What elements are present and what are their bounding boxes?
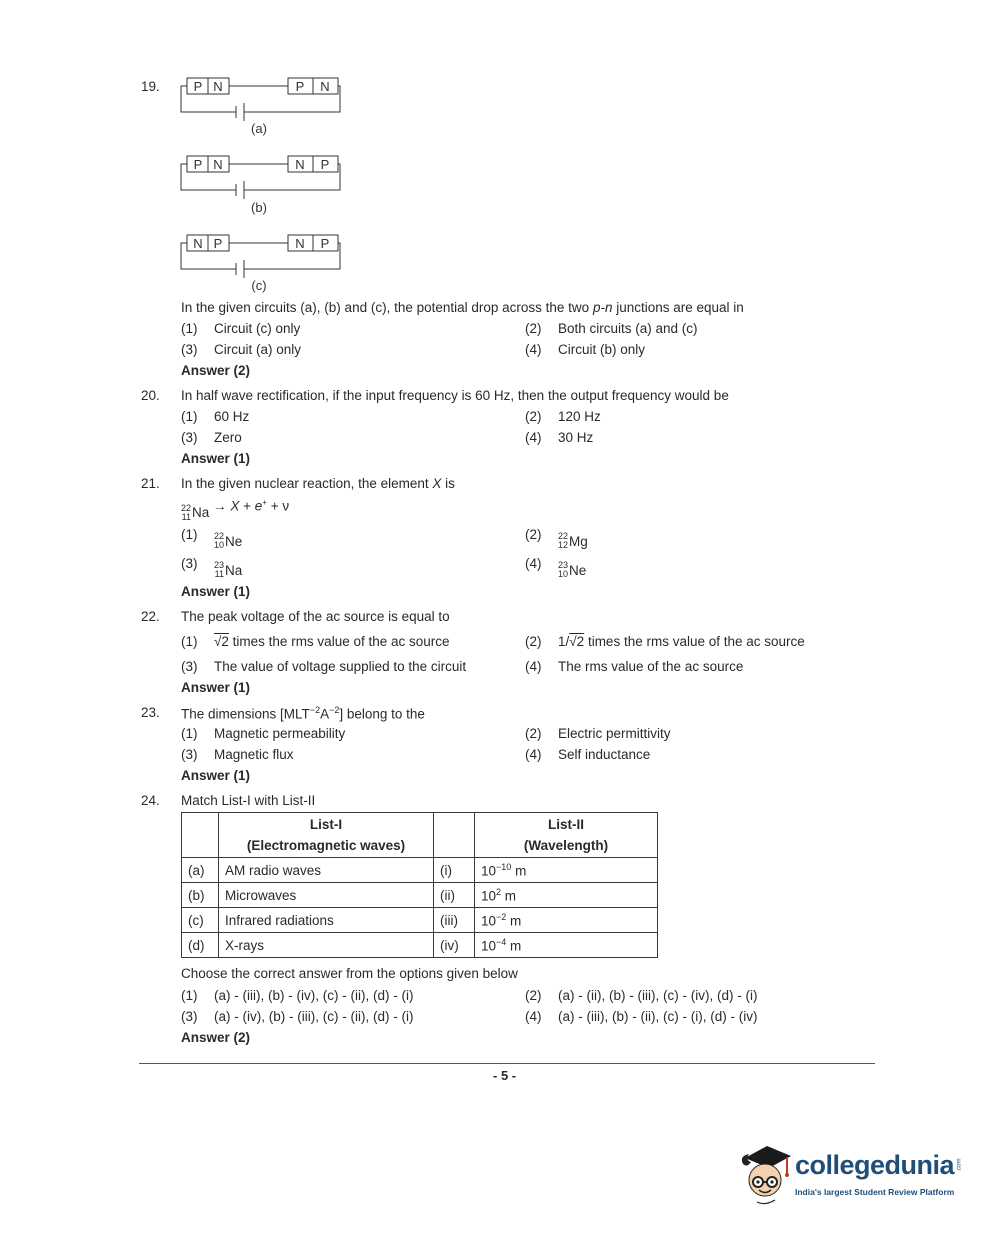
q24-option-3[interactable]: (3) (a) - (iv), (b) - (iii), (c) - (ii), (d) - (i) — [181, 1009, 414, 1024]
page-number: - 5 - — [493, 1068, 517, 1083]
q19-option-4[interactable]: (4) Circuit (b) only — [525, 342, 646, 357]
q21-option-1[interactable]: (1) 22 10 Ne — [181, 527, 243, 550]
q20-text: In half wave rectification, if the input frequency is 60 Hz, then the output frequency would be — [181, 388, 729, 403]
q24-option-4[interactable]: (4) (a) - (iii), (b) - (ii), (c) - (i), (d) - (iv) — [525, 1009, 758, 1024]
q19-text: In the given circuits (a), (b) and (c), the potential drop across the two p-n junctions are equal in — [181, 300, 744, 315]
q24-option-2[interactable]: (2) (a) - (ii), (b) - (iii), (c) - (iv), (d) - (i) — [525, 988, 758, 1003]
circuit-a — [178, 76, 348, 141]
circuit-c-right-1: N — [295, 236, 305, 251]
list1-header: List-I (Electromagnetic waves) — [219, 813, 434, 858]
q19-option-1[interactable]: (1) Circuit (c) only — [181, 321, 301, 336]
q24-option-1[interactable]: (1) (a) - (iii), (b) - (iv), (c) - (ii), (d) - (i) — [181, 988, 414, 1003]
q23-number: 23. — [141, 705, 160, 720]
table-row: (b) Microwaves (ii) $10^2$ m — [182, 883, 658, 908]
q21-reaction: 22 11 Na → X + e+ + ν — [181, 498, 290, 522]
q19-option-3[interactable]: (3) Circuit (a) only — [181, 342, 302, 357]
table-row: (c) Infrared radiations (iii) $10^{-2}$ m — [182, 908, 658, 933]
q23-option-4[interactable]: (4) Self inductance — [525, 747, 651, 762]
q24-choose: Choose the correct answer from the options given below — [181, 966, 518, 981]
circuit-b-left-1: P — [193, 157, 203, 172]
circuit-c — [178, 233, 348, 298]
q22-option-4[interactable]: (4) The rms value of the ac source — [525, 659, 744, 674]
q21-option-4[interactable]: (4) 23 10 Ne — [525, 556, 587, 579]
q20-option-1[interactable]: (1) 60 Hz — [181, 409, 250, 424]
circuit-a-left-2: N — [213, 79, 223, 94]
brand-tagline: India's largest Student Review Platform — [795, 1187, 955, 1197]
q21-option-2[interactable]: (2) 22 12 Mg — [525, 527, 588, 550]
circuit-b-right-1: N — [295, 157, 305, 172]
q21-number: 21. — [141, 476, 160, 491]
circuit-a-right-2: N — [320, 79, 330, 94]
q20-option-4[interactable]: (4) 30 Hz — [525, 430, 594, 445]
brand-name: collegedunia — [795, 1150, 955, 1180]
circuit-b-left-2: N — [213, 157, 223, 172]
circuit-b-label: (b) — [251, 200, 267, 215]
brand-suffix: .com — [956, 1158, 963, 1172]
q22-option-1[interactable]: (1) √2 times the rms value of the ac source — [181, 634, 450, 649]
q19-number: 19. — [141, 79, 160, 94]
q24-answer: Answer (2) — [181, 1030, 251, 1045]
q23-option-3[interactable]: (3) Magnetic flux — [181, 747, 294, 762]
circuit-c-left-2: P — [213, 236, 223, 251]
footer-divider — [139, 1063, 875, 1064]
q20-option-3[interactable]: (3) Zero — [181, 430, 242, 445]
circuit-c-right-2: P — [320, 236, 330, 251]
q19-answer: Answer (2) — [181, 363, 251, 378]
table-row: (d) X-rays (iv) $10^{-4}$ m — [182, 933, 658, 958]
q23-answer: Answer (1) — [181, 768, 251, 783]
q19-option-2[interactable]: (2) Both circuits (a) and (c) — [525, 321, 698, 336]
q22-number: 22. — [141, 609, 160, 624]
q22-option-2[interactable]: (2) 1/√2 times the rms value of the ac source — [525, 634, 805, 649]
q23-text: The dimensions $[MLT^{-2}A^{-2}]$ belong to the — [181, 705, 425, 722]
table-row: (a) AM radio waves (i) $10^{-10}$ m — [182, 858, 658, 883]
circuit-b — [178, 154, 348, 219]
q20-answer: Answer (1) — [181, 451, 251, 466]
q22-option-3[interactable]: (3) The value of voltage supplied to the circuit — [181, 659, 467, 674]
q23-option-1[interactable]: (1) Magnetic permeability — [181, 726, 346, 741]
circuit-a-right-1: P — [295, 79, 305, 94]
q24-number: 24. — [141, 793, 160, 808]
circuit-a-left-1: P — [193, 79, 203, 94]
q22-text: The peak voltage of the ac source is equal to — [181, 609, 450, 624]
collegedunia-mascot-icon — [735, 1138, 795, 1213]
match-table-header — [182, 813, 658, 858]
circuit-c-label: (c) — [251, 278, 267, 293]
q22-answer: Answer (1) — [181, 680, 251, 695]
q20-number: 20. — [141, 388, 160, 403]
q21-text: In the given nuclear reaction, the element X is — [181, 476, 455, 491]
circuit-b-right-2: P — [320, 157, 330, 172]
circuit-c-left-1: N — [193, 236, 203, 251]
q21-option-3[interactable]: (3) 23 11 Na — [181, 556, 243, 579]
q24-text: Match List-I with List-II — [181, 793, 316, 808]
q23-option-2[interactable]: (2) Electric permittivity — [525, 726, 671, 741]
list2-header: List-II (Wavelength) — [475, 813, 658, 858]
q21-answer: Answer (1) — [181, 584, 251, 599]
circuit-a-label: (a) — [251, 121, 267, 136]
q20-option-2[interactable]: (2) 120 Hz — [525, 409, 601, 424]
match-table — [181, 812, 658, 958]
